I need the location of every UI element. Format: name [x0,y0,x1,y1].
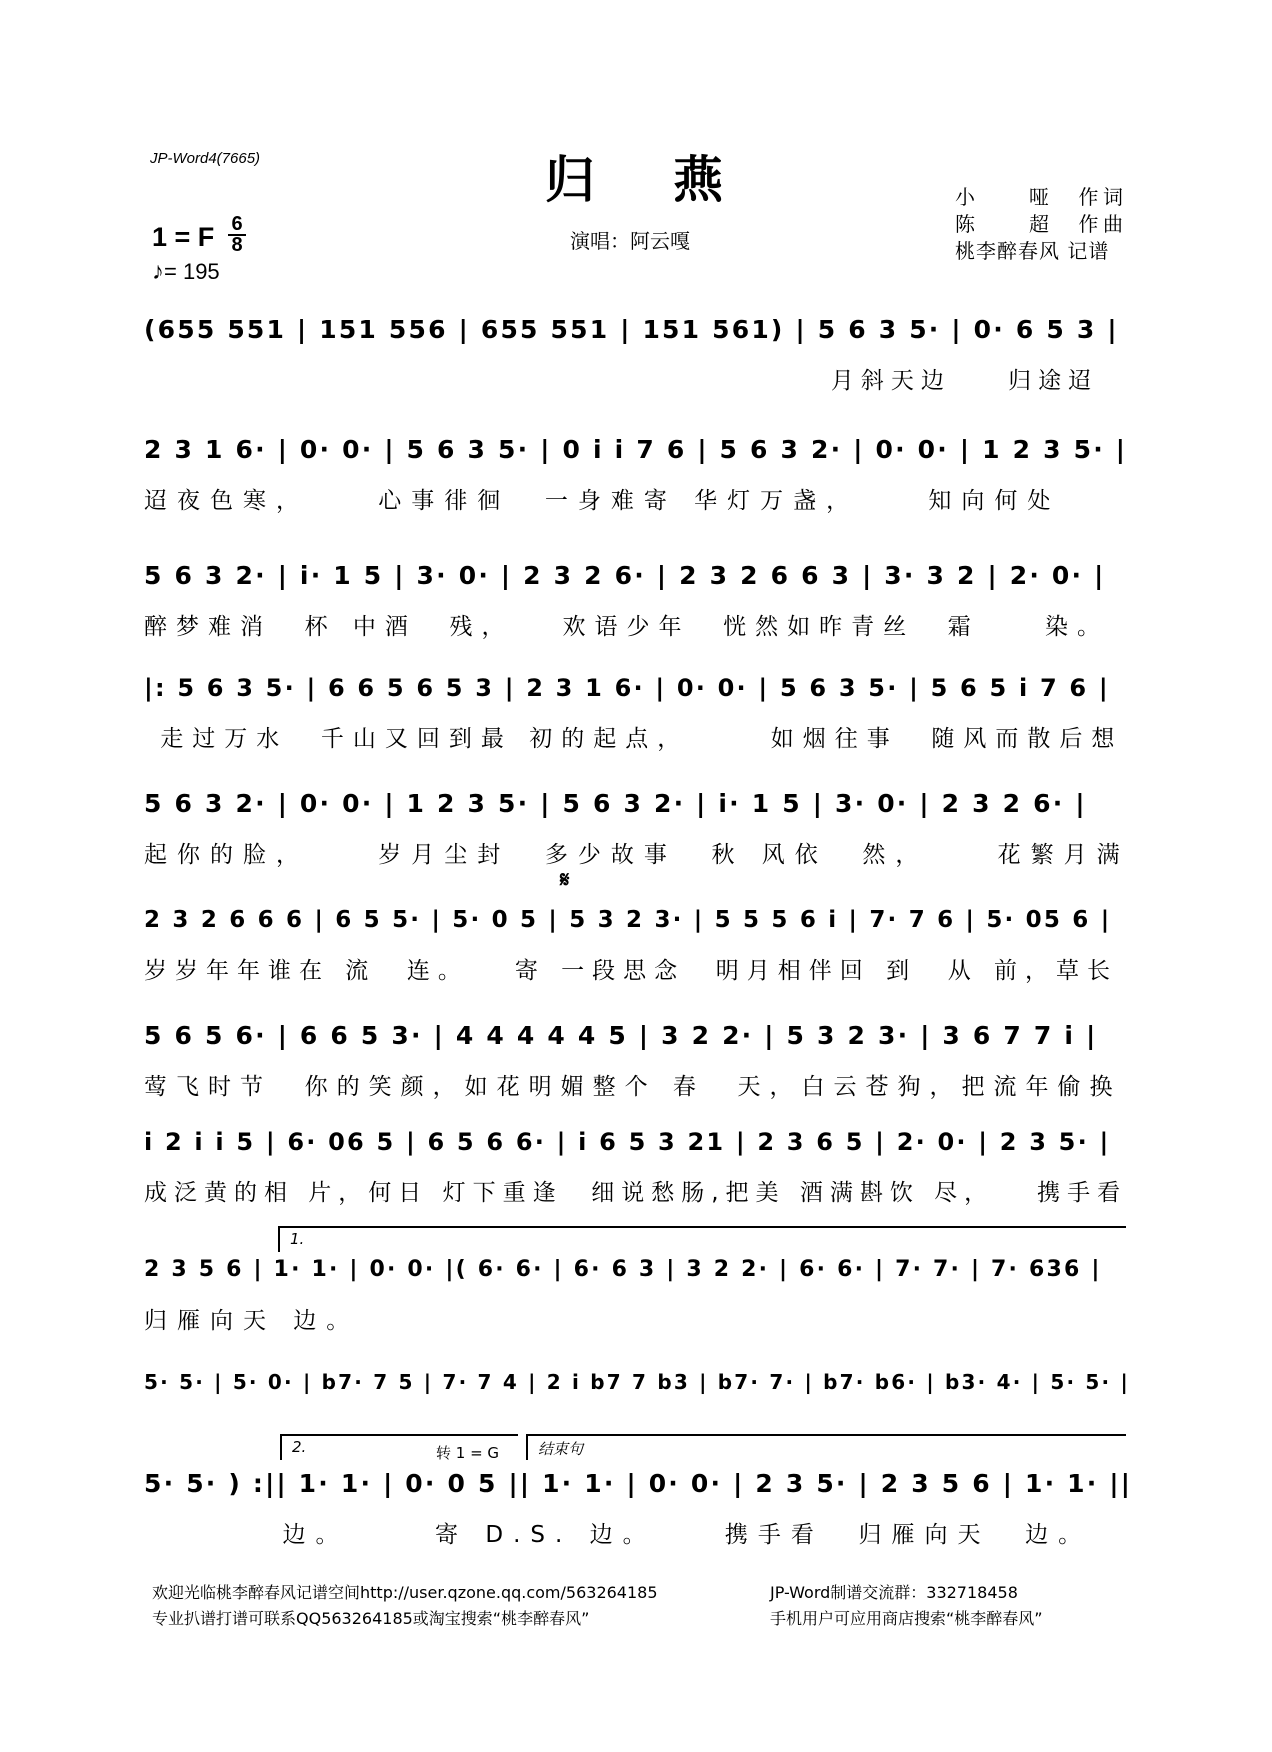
singer-label: 演唱：阿云嘎 [570,229,690,253]
notation-line: 5 6 3 2· | i· 1 5 | 3· 0· | 2 3 2 6· | 2 3 2 6 6 3 | 3· 3 2 | 2· 0· | [144,561,1106,590]
lyrics-line: 岁岁年年谁在 流 连。 寄 一段思念 明月相伴回 到 从 前，草长 [144,958,1119,984]
credits [955,184,1123,265]
lyrics-line: 迢夜色寒， 心事徘徊 一身难寄 华灯万盏， 知向何处 [144,488,1061,514]
notation-line: |: 5 6 3 5· | 6 6 5 6 5 3 | 2 3 1 6· | 0· 0· | 5 6 3 5· | 5 6 5 i 7 6 | [144,674,1110,702]
software-label: JP-Word4(7665) [150,150,261,167]
notation-line: (655 551 | 151 556 | 655 551 | 151 561) | 5 6 3 5· | 0· 6 5 3 | [144,315,1119,344]
notation-line: 5· 5· ) :|| 1· 1· | 0· 0 5 || 1· 1· | 0· 0· | 2 3 5· | 2 3 5 6 | 1· 1· || [144,1469,1133,1498]
key-signature: 1 = F [152,222,215,252]
song-title: 归燕 [545,151,801,209]
lyrics-line: 起你的脸， 岁月尘封 多少故事 秋 风依 然， 花繁月满 [144,842,1130,868]
eighth-note-icon: ♪ [152,258,164,285]
segno-mark: 𝄋 [560,868,570,893]
composer: 陈 超 作曲 [955,212,1123,236]
second-ending-label: 2. [292,1438,307,1456]
transcriber: 桃李醉春风 记谱 [955,239,1110,263]
first-ending-bracket [278,1226,1126,1252]
footer-line-1-right: JP-Word制谱交流群：332718458 [770,1583,1018,1602]
footer-left [152,1580,658,1632]
footer-line-2-right: 手机用户可应用商店搜索“桃李醉春风” [770,1609,1043,1628]
coda-label: 结束句 [538,1440,584,1458]
first-ending-label: 1. [290,1230,305,1248]
footer-right [770,1580,1043,1632]
modulation-label: 转 1 = G [436,1444,500,1462]
notation-line: 2 3 2 6 6 6 | 6 5 5· | 5· 0 5 | 5 3 2 3· | 5 5 5 6 i | 7· 7 6 | 5· 05 6 | [144,907,1112,933]
time-signature [228,213,246,256]
notation-line: 5 6 3 2· | 0· 0· | 1 2 3 5· | 5 6 3 2· | i· 1 5 | 3· 0· | 2 3 2 6· | [144,789,1087,818]
tempo-marking [152,258,220,286]
notation-line: 2 3 1 6· | 0· 0· | 5 6 3 5· | 0 i i 7 6 | 5 6 3 2· | 0· 0· | 1 2 3 5· | [144,435,1128,464]
footer-line-1-left: 欢迎光临桃李醉春风记谱空间http://user.qzone.qq.com/563264185 [152,1583,658,1602]
time-bottom: 8 [231,234,243,256]
lyrics-line: 走过万水 千山又回到最 初的起点， 如烟往事 随风而散后想 [144,726,1124,752]
notation-line: 2 3 5 6 | 1· 1· | 0· 0· |( 6· 6· | 6· 6 3 | 3 2 2· | 6· 6· | 7· 7· | 7· 636 | [144,1257,1102,1282]
tempo-value: = 195 [164,259,220,284]
lyrics-line: 归雁向天 边。 [144,1308,360,1334]
lyricist: 小 哑 作词 [955,185,1123,209]
footer-line-2-left: 专业扒谱打谱可联系QQ563264185或淘宝搜索“桃李醉春风” [152,1609,590,1628]
notation-line: 5· 5· | 5· 0· | b7· 7 5 | 7· 7 4 | 2 i b7 7 b3 | b7· 7· | b7· b6· | b3· 4· | 5· 5· | [144,1370,1130,1394]
lyrics-line: 莺飞时节 你的笑颜，如花明媚整个 春 天，白云苍狗，把流年偷换 [144,1074,1122,1100]
lyrics-line: 边。 寄 D.S. 边。 携手看 归雁向天 边。 [144,1522,1092,1548]
notation-line: 5 6 5 6· | 6 6 5 3· | 4 4 4 4 4 5 | 3 2 2· | 5 3 2 3· | 3 6 7 7 i | [144,1021,1098,1050]
lyrics-line: 醉梦难消 杯 中酒 残， 欢语少年 恍然如昨青丝 霜 染。 [144,614,1109,640]
time-top: 6 [231,213,243,235]
lyrics-line: 成泛黄的相 片，何日 灯下重逢 细说愁肠,把美 酒满斟饮 尽， 携手看 [144,1180,1128,1206]
lyrics-line: 月斜天边 归途迢 [144,368,1099,394]
coda-bracket [526,1434,1126,1460]
notation-line: i 2 i i 5 | 6· 06 5 | 6 5 6 6· | i 6 5 3 21 | 2 3 6 5 | 2· 0· | 2 3 5· | [144,1128,1111,1156]
